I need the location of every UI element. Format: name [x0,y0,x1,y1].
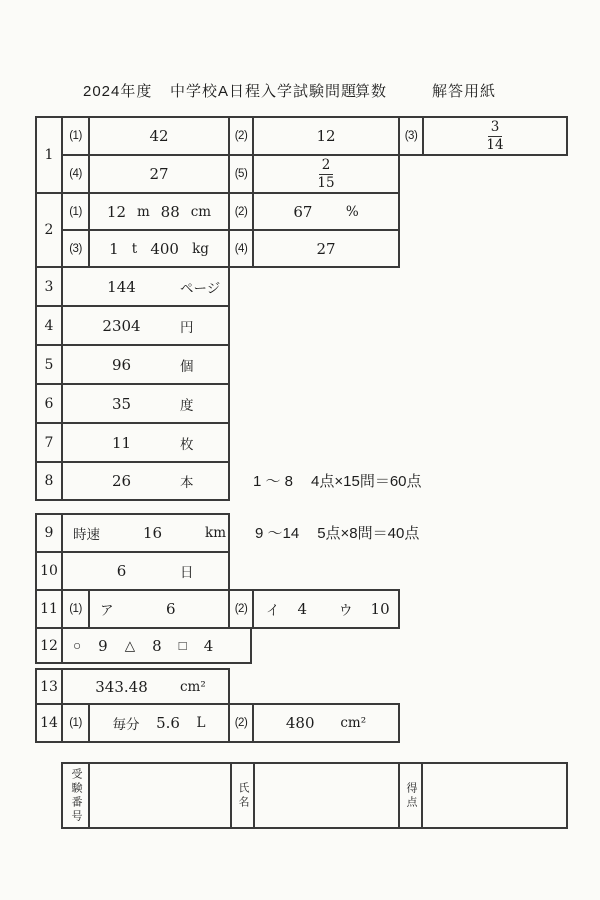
exam-number-label: 受験番号 [61,762,90,829]
q5-number: 5 [35,344,63,385]
score-field [421,762,568,829]
q2-part3-label: (3) [61,229,90,268]
q1-part3-answer [422,116,568,156]
q7-answer: 11 枚 [61,422,230,463]
fraction-2-15: $\frac{2}{15}$ [317,157,335,191]
title-school: 中学校A日程入学試験問題 [170,83,358,100]
q12-number: 12 [35,627,63,664]
q1-part4-label: (4) [61,154,90,194]
triangle-symbol: △ [124,637,136,653]
q2-part1-label: (1) [61,192,90,231]
name-field [253,762,400,829]
q6-number: 6 [35,383,63,424]
title-year: 2024年度 [83,83,153,100]
q11-part2-answer: イ 4 ウ 10 [252,589,400,629]
q2-part1-answer: 12 m 88 cm [88,192,230,231]
q1-part1-answer: 42 [88,116,230,156]
q10-number: 10 [35,551,63,591]
q11-part1-label: (1) [61,589,90,629]
q2-part2-answer: 67 % [252,192,400,231]
name-label: 氏名 [230,762,255,829]
q4-number: 4 [35,305,63,346]
q9-number: 9 [35,513,63,553]
q2-number: 2 [35,192,63,268]
q1-part4-answer: 27 [88,154,230,194]
q5-answer: 96 個 [61,344,230,385]
q11-part1-answer: ア 6 [88,589,230,629]
q1-part2-answer: 12 [252,116,400,156]
circle-symbol: ○ [73,638,82,653]
q8-number: 8 [35,461,63,501]
score-note-1-8: 1 ～ 8 4点×15問＝60点 [253,473,422,490]
q14-part1-answer: 毎分 5.6 L [88,703,230,743]
q13-number: 13 [35,668,63,705]
q14-part2-answer: 480 cm² [252,703,400,743]
score-note-9-14: 9 ～14 5点×8問＝40点 [255,525,420,542]
q1-part5-answer [252,154,400,194]
q3-answer: 144 ページ [61,266,230,307]
q11-part2-label: (2) [228,589,254,629]
q14-part1-label: (1) [61,703,90,743]
square-symbol: □ [178,638,187,653]
q1-part3-label: (3) [398,116,424,156]
q1-part1-label: (1) [61,116,90,156]
q7-number: 7 [35,422,63,463]
q14-number: 14 [35,703,63,743]
q2-part4-label: (4) [228,229,254,268]
q1-part2-label: (2) [228,116,254,156]
q14-part2-label: (2) [228,703,254,743]
exam-number-field [88,762,232,829]
fraction-3-14: $\frac{3}{14}$ [486,119,504,153]
q12-answer: ○ 9 △ 8 □ 4 [61,627,252,664]
score-label: 得点 [398,762,423,829]
q13-answer: 343.48 cm² [61,668,230,705]
title-sheet: 解答用紙 [432,83,497,100]
q4-answer: 2304 円 [61,305,230,346]
q10-answer: 6 日 [61,551,230,591]
q9-answer: 時速 16 km [61,513,230,553]
q3-number: 3 [35,266,63,307]
q1-number: 1 [35,116,63,194]
q2-part2-label: (2) [228,192,254,231]
q2-part4-answer: 27 [252,229,400,268]
q1-part5-label: (5) [228,154,254,194]
q8-answer: 26 本 [61,461,230,501]
title-subject: 算数 [355,83,388,100]
q6-answer: 35 度 [61,383,230,424]
q2-part3-answer: 1 t 400 kg [88,229,230,268]
q11-number: 11 [35,589,63,629]
